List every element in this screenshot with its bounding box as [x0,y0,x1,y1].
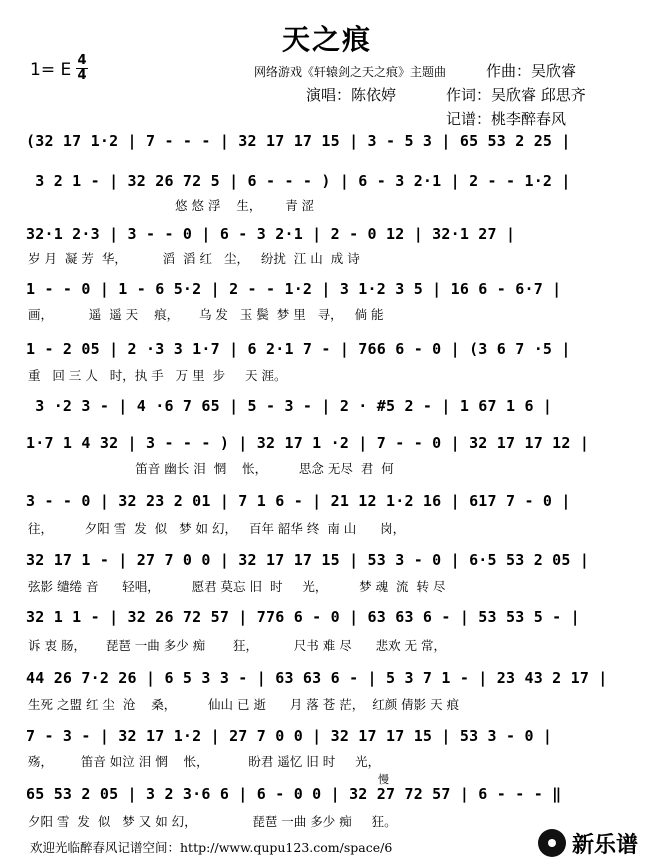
notation-row: 32 1 1 - | 32 26 72 57 | 776 6 - 0 | 63 63 6 - | 53 53 5 - | [26,608,580,626]
singer-credit: 演唱：陈依婷 [306,86,397,104]
notation-row: 44 26 7·2 26 | 6 5 3 3 - | 63 63 6 - | 5 3 7 1 - | 23 43 2 17 | [26,669,608,687]
lyric-row: 弦影 缱绻 音 轻唱， 愿君 莫忘 旧 时 光， 梦 魂 流 转 尽 [28,579,446,594]
tempo-mark: 慢 [378,773,389,786]
time-signature [76,55,88,82]
notation-row: 1 - 2 05 | 2 ·3 3 1·7 | 6 2·1 7 - | 766 6 - 0 | (3 6 7 ·5 | [26,340,571,358]
site-logo [538,826,648,860]
time-signature-top: 4 [77,53,87,68]
subtitle: 网络游戏《轩辕剑之天之痕》主题曲 [254,65,447,79]
key-signature: 1= E [30,60,72,80]
lyric-row: 悠 悠 浮 生， 青 涩 [28,198,315,213]
transcriber-credit: 记谱：桃李醉春风 [446,110,567,128]
notation-row: 1 - - 0 | 1 - 6 5·2 | 2 - - 1·2 | 3 1·2 3 5 | 16 6 - 6·7 | [26,280,562,298]
notation-row: 3 ·2 3 - | 4 ·6 7 65 | 5 - 3 - | 2 · #5 2 - | 1 67 1 6 | [26,397,553,415]
lyric-row: 画， 遥 遥 天 痕， 乌 发 玉 鬓 梦 里 寻， 倘 能 [28,307,384,322]
lyric-row: 诉 衷 肠， 琵琶 一曲 多少 痴 狂， 尺书 难 尽 悲欢 无 常， [28,638,447,653]
composer-credit: 作曲：吴欣睿 [486,62,577,80]
notation-row: (32 17 1·2 | 7 - - - | 32 17 17 15 | 3 - 5 3 | 65 53 2 25 | [26,132,571,150]
notation-row: 1·7 1 4 32 | 3 - - - ) | 32 17 1 ·2 | 7 - - 0 | 32 17 17 12 | [26,434,590,452]
lyric-row: 生死 之盟 红 尘 沧 桑， 仙山 已 逝 月 落 苍 茫， 红颜 倩影 天 痕 [28,697,460,712]
notation-row: 3 2 1 - | 32 26 72 5 | 6 - - - ) | 6 - 3 2·1 | 2 - - 1·2 | [26,172,571,190]
lyric-row: 笛音 幽长 泪 惘 怅， 思念 无尽 君 何 [28,461,394,476]
lyric-row: 夕阳 雪 发 似 梦 又 如 幻， 琵琶 一曲 多少 痴 狂。 [28,814,397,829]
lyric-row: 岁 月 凝 芳 华， 滔 滔 红 尘， 纷扰 江 山 成 诗 [28,251,360,266]
notation-row: 32·1 2·3 | 3 - - 0 | 6 - 3 2·1 | 2 - 0 12 | 32·1 27 | [26,225,516,243]
lyricist-credit: 作词：吴欣睿 邱思齐 [446,86,586,104]
time-signature-bottom: 4 [77,68,87,83]
footer-text: 欢迎光临醉春风记谱空间：http://www.qupu123.com/space/6 [30,840,393,855]
notation-row: 65 53 2 05 | 3 2 3·6 6 | 6 - 0 0 | 32 27 72 57 | 6 - - - ‖ [26,785,562,803]
notation-row: 32 17 1 - | 27 7 0 0 | 32 17 17 15 | 53 3 - 0 | 6·5 53 2 05 | [26,551,590,569]
notation-row: 3 - - 0 | 32 23 2 01 | 7 1 6 - | 21 12 1·2 16 | 617 7 - 0 | [26,492,571,510]
lyric-row: 殇， 笛音 如泣 泪 惘 怅， 盼君 遥忆 旧 时 光， [28,754,381,769]
song-title: 天之痕 [281,23,372,56]
logo-text: 新乐谱 [572,832,639,858]
notation-row: 7 - 3 - | 32 17 1·2 | 27 7 0 0 | 32 17 17 15 | 53 3 - 0 | [26,727,553,745]
lyric-row: 重 回 三 人 时，执 手 万 里 步 天 涯。 [28,368,287,383]
lyric-row: 往， 夕阳 雪 发 似 梦 如 幻， 百年 韶华 终 南 山 岗， [28,521,406,536]
record-disc-icon [538,829,566,857]
